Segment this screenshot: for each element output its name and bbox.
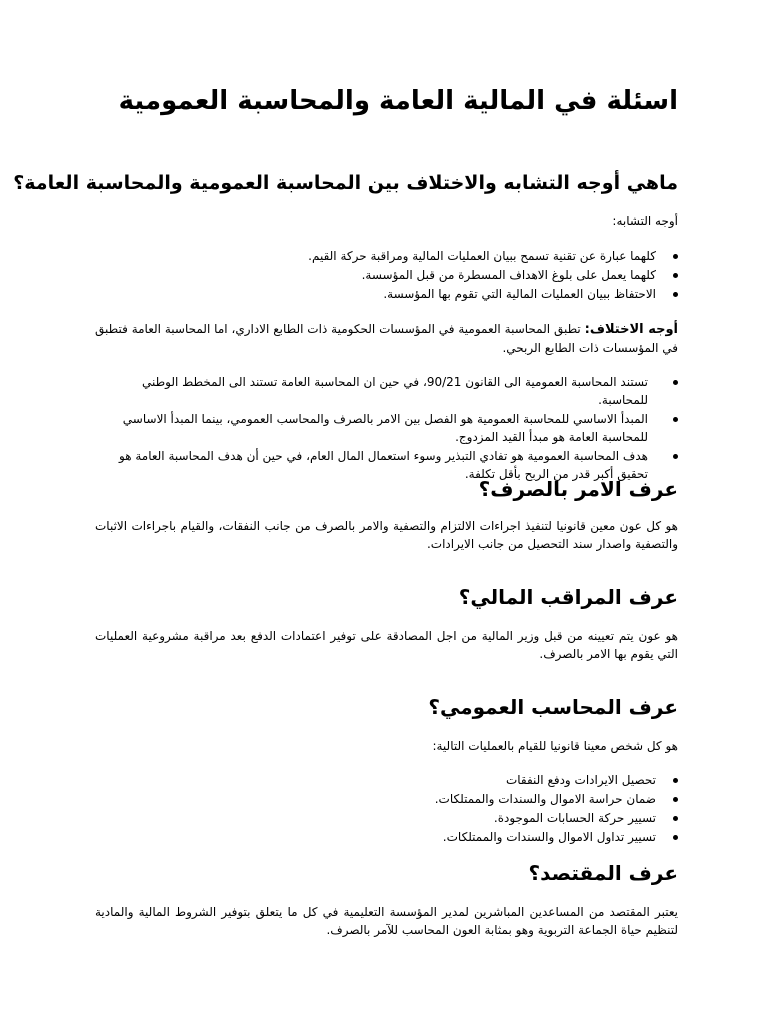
list-item: الاحتفاظ ببيان العمليات المالية التي تقوم بها المؤسسة. <box>95 285 656 303</box>
similarities-list <box>95 247 678 304</box>
difference-label: أوجه الاختلاف: <box>584 322 678 337</box>
q1-heading: ماهي أوجه التشابه والاختلاف بين المحاسبة العمومية والمحاسبة العامة؟ <box>13 172 678 194</box>
q3-heading: عرف المراقب المالي؟ <box>458 585 678 609</box>
list-item: كلهما يعمل على بلوغ الاهداف المسطرة من قبل المؤسسة. <box>95 266 656 284</box>
list-item: هدف المحاسبة العمومية هو تفادي التبذير وسوء استعمال المال العام، في حين أن هدف المحاسبة العامة هو تحقيق أكبر قدر من الربح بأقل تكلفة. <box>95 447 648 483</box>
q2-text: هو كل عون معين قانونيا لتنفيذ اجراءات الالتزام والتصفية والامر بالصرف من جانب النفقات، والقيام باجراءات الاثبات والتصفية واصدار سند التحصيل من جانب الايرادات. <box>95 519 678 551</box>
q4-intro: هو كل شخص معينا قانونيا للقيام بالعمليات التالية: <box>432 739 678 753</box>
q4-heading: عرف المحاسب العمومي؟ <box>428 695 678 719</box>
differences-list <box>95 373 678 484</box>
list-item: المبدأ الاساسي للمحاسبة العمومية هو الفصل بين الامر بالصرف والمحاسب العمومي، بينما المبدأ الاساسي للمحاسبة العامة هو مبدأ القيد المزدوج. <box>95 410 648 446</box>
list-item: ضمان حراسة الاموال والسندات والممتلكات. <box>95 790 656 808</box>
list-item: تسيير حركة الحسابات الموجودة. <box>95 809 656 827</box>
q2-heading: عرف الامر بالصرف؟ <box>478 477 678 501</box>
q5-heading: عرف المقتصد؟ <box>528 861 678 885</box>
list-item: كلهما عبارة عن تقنية تسمح ببيان العمليات المالية ومراقبة حركة القيم. <box>95 247 656 265</box>
q4-list <box>95 771 678 847</box>
difference-text: تطبق المحاسبة العمومية في المؤسسات الحكومية ذات الطابع الاداري، اما المحاسبة العامة فتطبق في المؤسسات ذات الطابع الربحي. <box>95 322 678 355</box>
q5-text: يعتبر المقتصد من المساعدين المباشرين لمدير المؤسسة التعليمية في كل ما يتعلق بتوفير الشروط المالية والمادية لتنظيم حياة الجماعة التربوية وهو بمثابة العون المحاسب للآمر بالصرف. <box>95 905 678 937</box>
list-item: تستند المحاسبة العمومية الى القانون 90/21، في حين ان المحاسبة العامة تستند الى المخطط الوطني للمحاسبة. <box>95 373 648 409</box>
list-item: تسيير تداول الاموال والسندات والممتلكات. <box>95 828 656 846</box>
q3-text: هو عون يتم تعيينه من قبل وزير المالية من اجل المصادقة على توفير اعتمادات الدفع بعد مراقبة مشروعية العمليات التي يقوم بها الامر بالصرف. <box>95 629 678 661</box>
list-item: تحصيل الايرادات ودفع النفقات <box>95 771 656 789</box>
difference-paragraph <box>95 320 678 357</box>
page-title: اسئلة في المالية العامة والمحاسبة العمومية <box>118 86 678 116</box>
similarities-label: أوجه التشابه: <box>612 214 678 228</box>
